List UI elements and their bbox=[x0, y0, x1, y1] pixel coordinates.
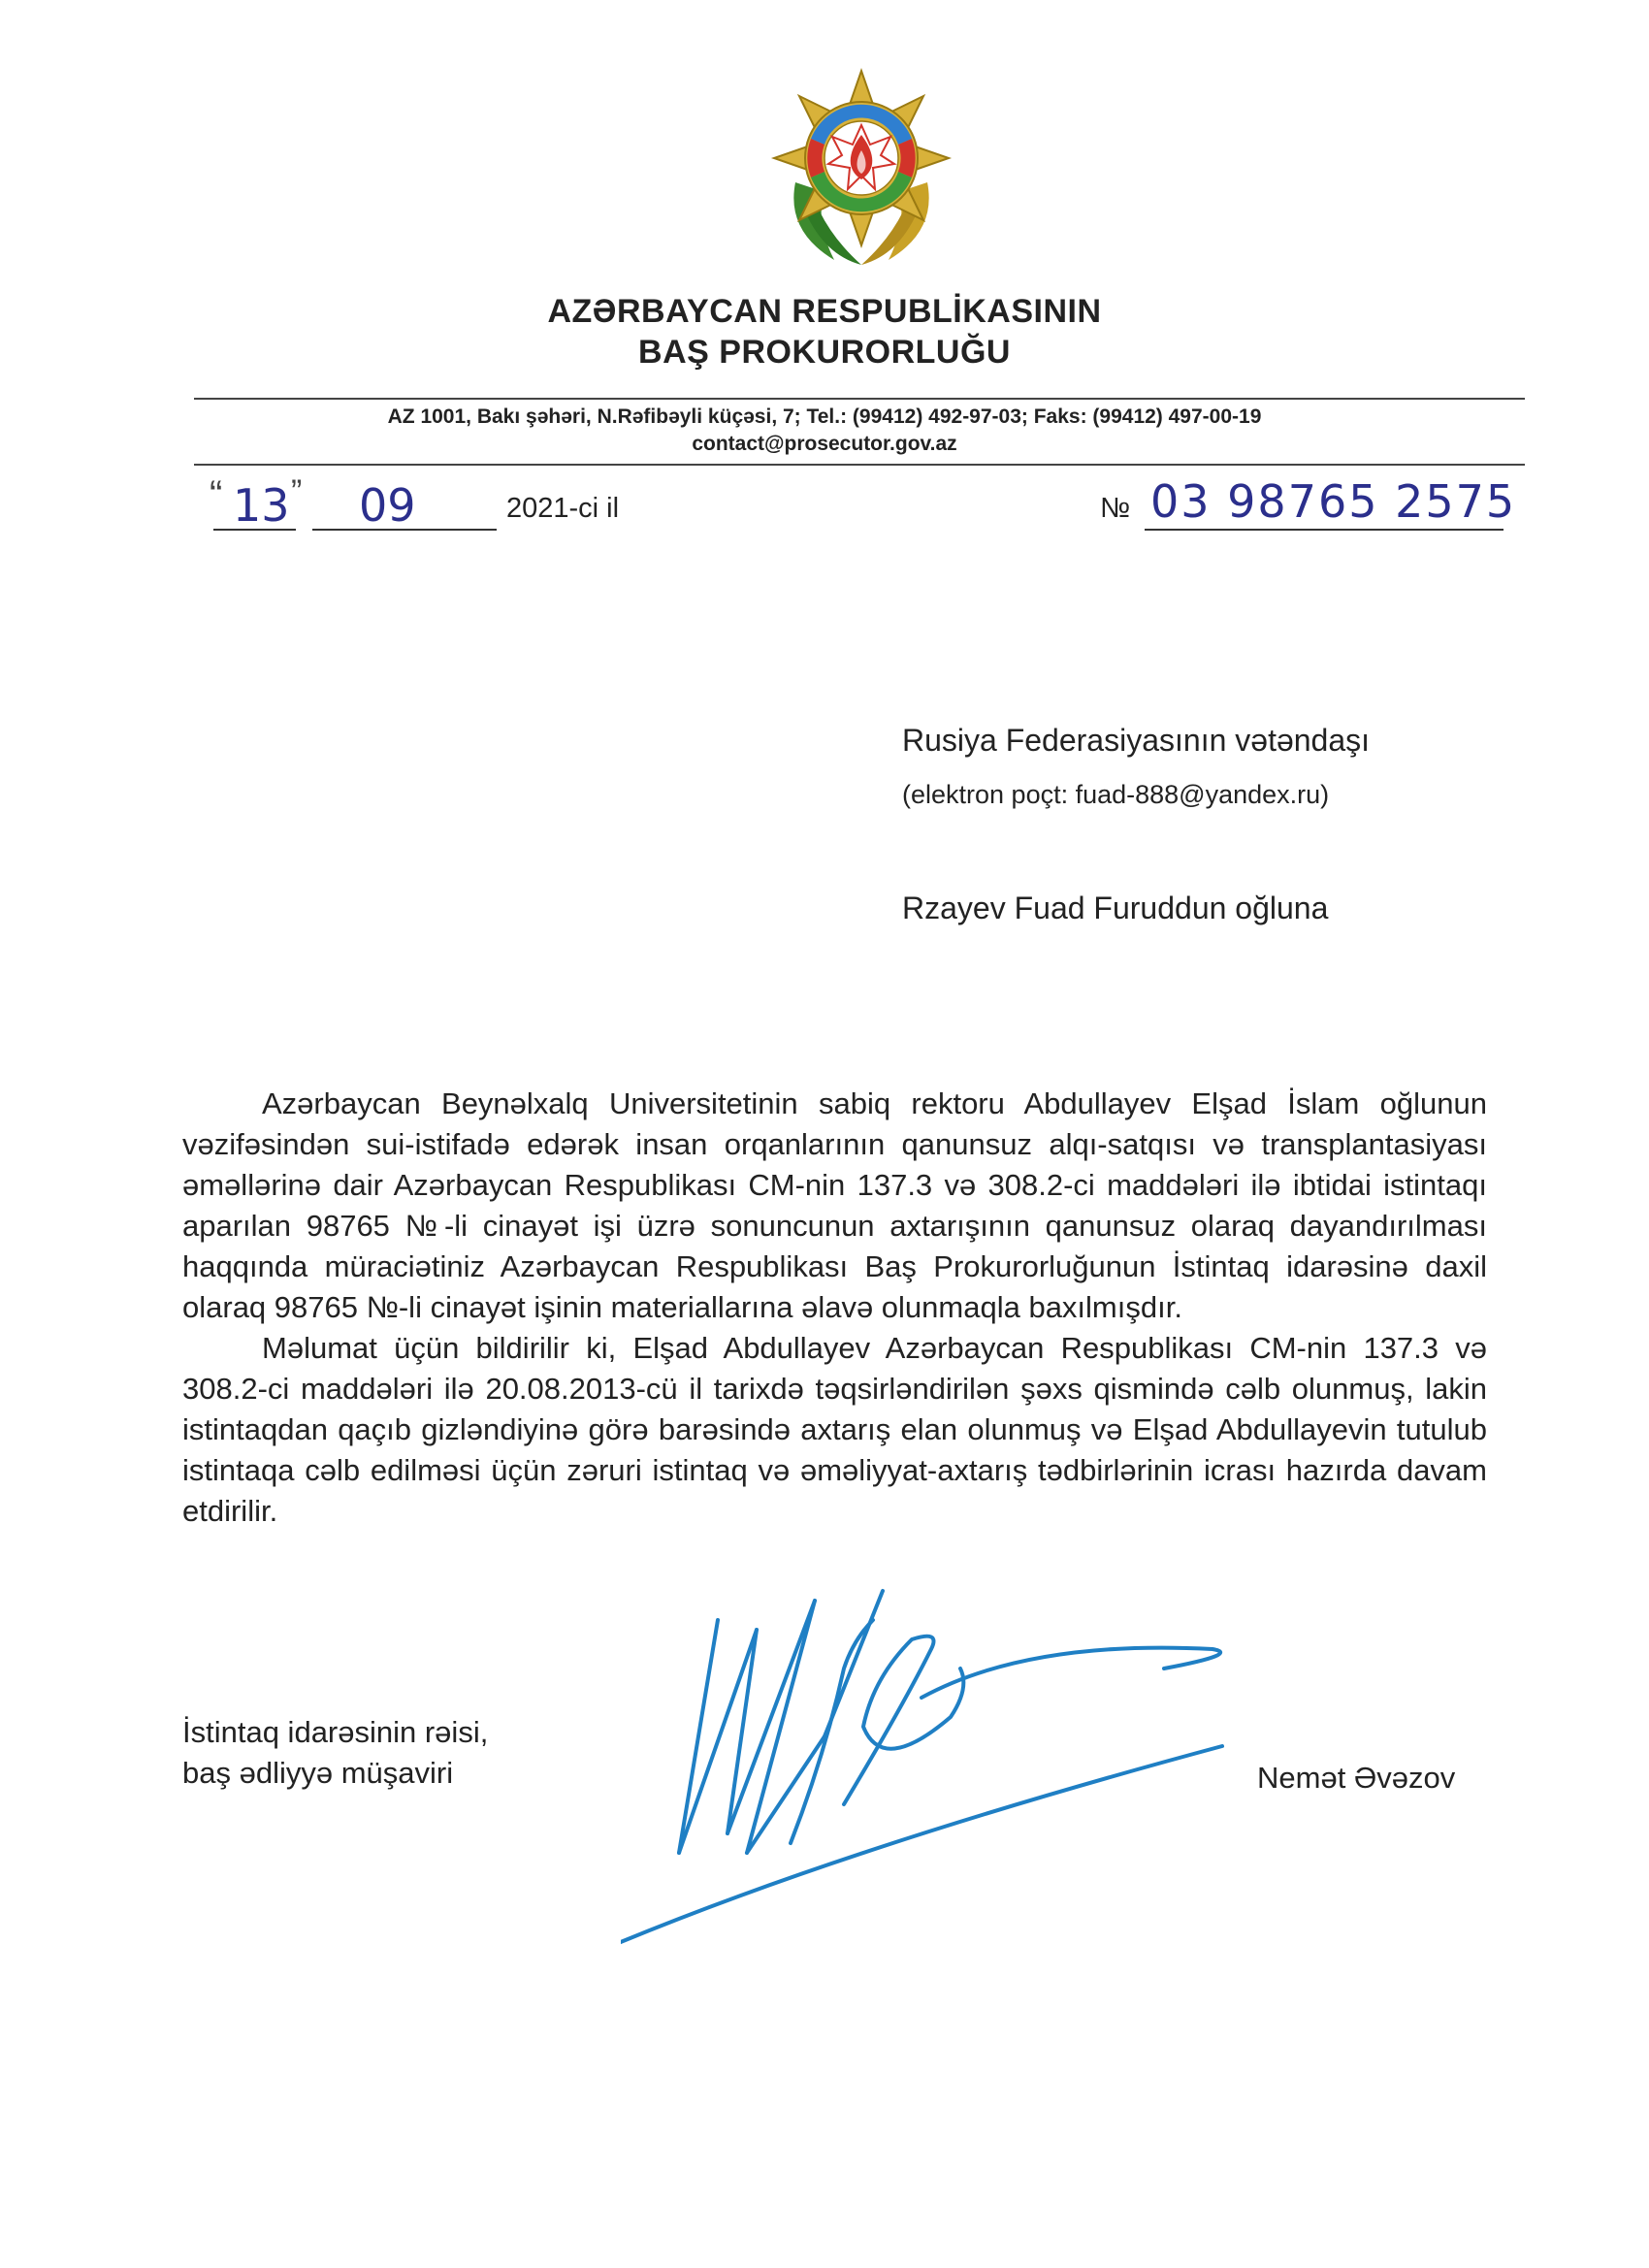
contact-address: AZ 1001, Bakı şəhəri, N.Rəfibəyli küçəsi, 7; Tel.: (99412) 492-97-03; Faks: (99412) 497-00-19 bbox=[387, 405, 1262, 428]
signatory-title-line2: baş ədliyyə müşaviri bbox=[182, 1756, 454, 1790]
contact-email: contact@prosecutor.gov.az bbox=[692, 433, 957, 455]
date-close-quote: ” bbox=[291, 473, 303, 510]
document-number: 03 98765 2575 bbox=[1150, 475, 1517, 528]
recipient-email: (elektron poçt: fuad-888@yandex.ru) bbox=[902, 780, 1330, 809]
date-month: 09 bbox=[359, 479, 416, 532]
recipient-citizenship: Rusiya Federasiyasının vətəndaşı bbox=[902, 723, 1371, 758]
header-divider-bottom bbox=[194, 464, 1525, 466]
number-sign: № bbox=[1100, 493, 1131, 524]
organization-title-line2: BAŞ PROKURORLUĞU bbox=[638, 334, 1011, 371]
date-day: 13 bbox=[233, 479, 290, 532]
signatory-name: Nemət Əvəzov bbox=[1257, 1761, 1456, 1795]
body-paragraph-2: Məlumat üçün bildirilir ki, Elşad Abdullayev Azərbaycan Respublikası CM-nin 137.3 və 308.2-ci maddələri ilə 20.08.2013-cü il tarixdə təqsirləndirilən şəxs qismində cəlb olunmuş, lakin istintaqdan qaçıb gizləndiyinə görə barəsində axtarış elan olunmuş və Elşad Abdullayevin tutulub istintaqa cəlb edilməsi üçün zəruri istintaq və əməliyyat-axtarış tədbirlərinin icrası hazırda davam etdirilir. bbox=[182, 1331, 1487, 1528]
handwritten-signature-icon bbox=[621, 1562, 1358, 2027]
letter-body bbox=[182, 1084, 1487, 1532]
body-paragraph-1: Azərbaycan Beynəlxalq Universitetinin sabiq rektoru Abdullayev Elşad İslam oğlunun vəzifəsindən sui-istifadə edərək insan orqanlarının qanunsuz alqı-satqısı və transplantasiyası əməllərinə dair Azərbaycan Respublikası CM-nin 137.3 və 308.2-ci maddələri ilə ibtidai istintaqı aparılan 98765 №-li cinayət işi üzrə sonuncunun axtarışının qanunsuz olaraq dayandırılması haqqında müraciətiniz Azərbaycan Respublikası Baş Prokurorluğunun İstintaq idarəsinə daxil olaraq 98765 №-li cinayət işinin materiallarına əlavə olunmaqla baxılmışdır. bbox=[182, 1086, 1487, 1324]
recipient-name: Rzayev Fuad Furuddun oğluna bbox=[902, 891, 1329, 925]
header-divider-top bbox=[194, 398, 1525, 400]
signatory-title-line1: İstintaq idarəsinin rəisi, bbox=[182, 1715, 489, 1749]
state-emblem-icon bbox=[766, 66, 956, 270]
organization-title-line1: AZƏRBAYCAN RESPUBLİKASININ bbox=[547, 293, 1102, 330]
date-month-underline bbox=[312, 529, 497, 531]
date-open-quote: “ bbox=[210, 473, 223, 516]
document-number-underline bbox=[1145, 529, 1504, 531]
date-year: 2021-ci il bbox=[506, 493, 620, 524]
date-day-underline bbox=[213, 529, 296, 531]
